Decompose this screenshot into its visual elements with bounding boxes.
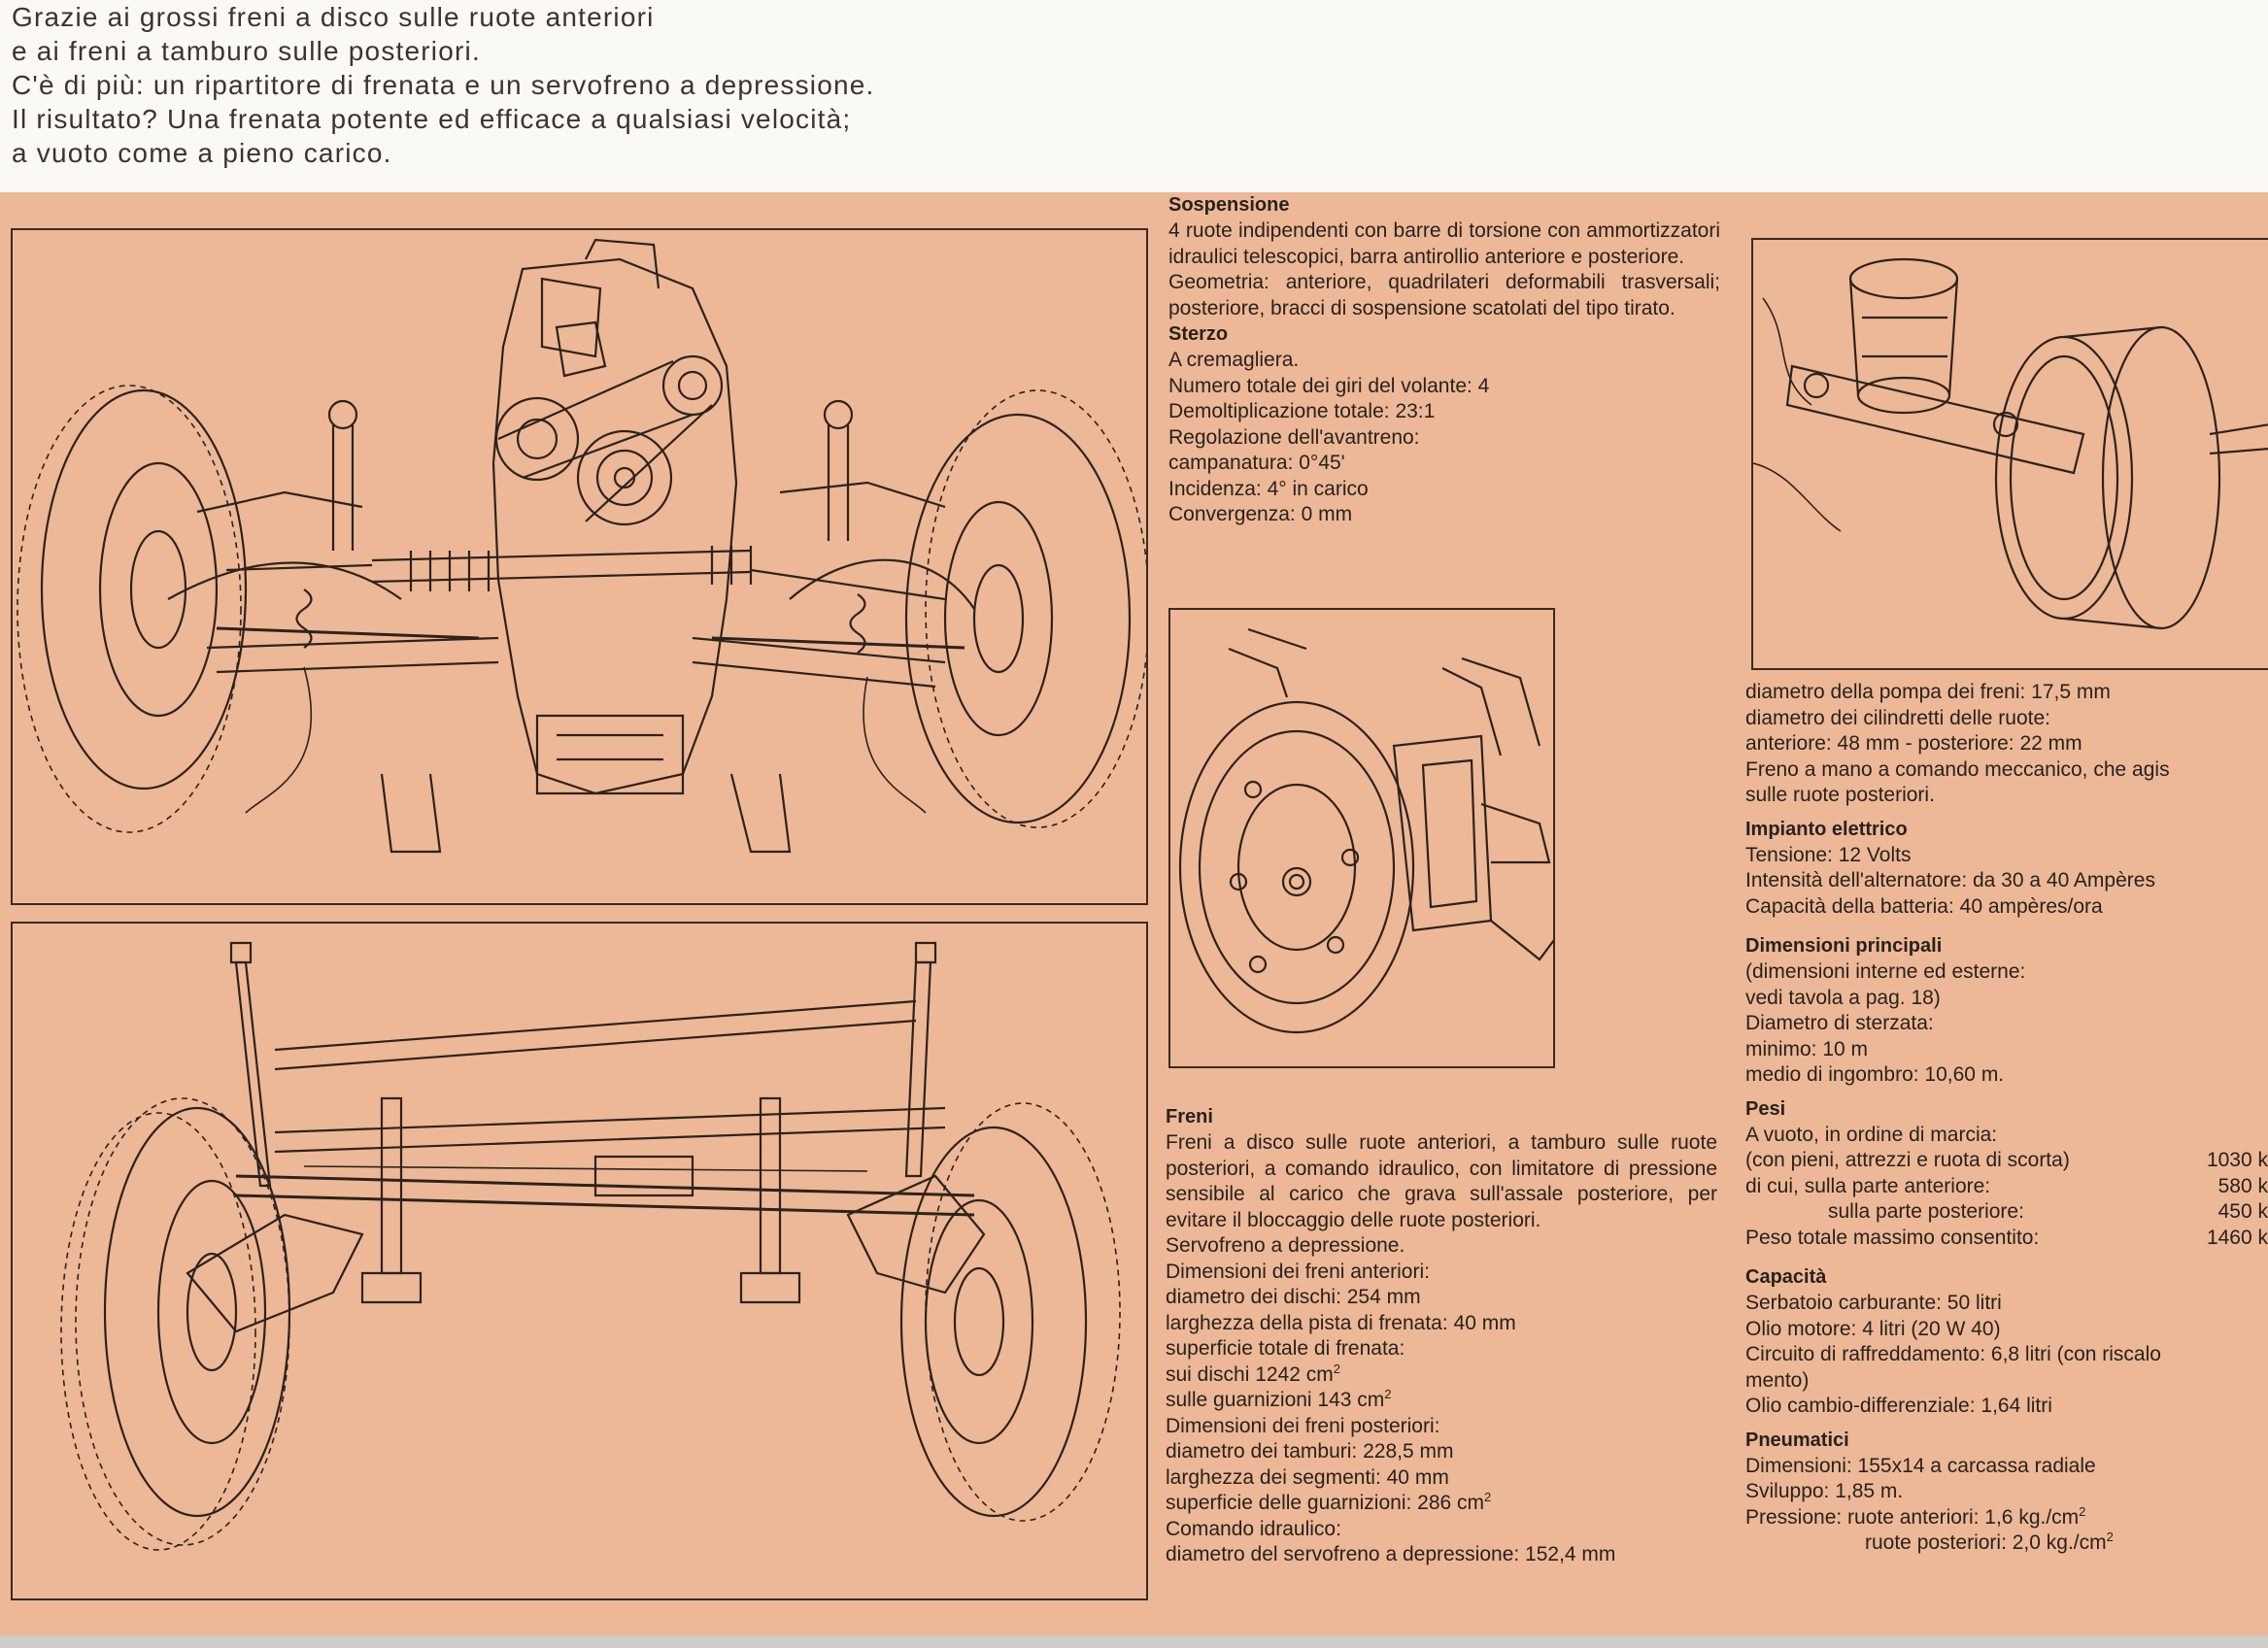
brake-cont-line: diametro dei cilindretti delle ruote:: [1745, 706, 2050, 729]
spec-column-brakes: [1166, 1104, 1717, 1568]
freni-line: diametro del servofreno a depressione: 152,4 mm: [1166, 1543, 1616, 1565]
front-axle-illustration: [11, 228, 1148, 905]
freni-line: Comando idraulico:: [1166, 1517, 1341, 1540]
dimensioni-line: medio di ingombro: 10,60 m.: [1745, 1063, 2005, 1086]
superscript: 2: [2079, 1503, 2086, 1519]
freni-line: [1166, 1388, 1717, 1414]
section-title-impianto: Impianto elettrico: [1745, 818, 1908, 840]
section-title-sterzo: Sterzo: [1168, 323, 1229, 345]
impianto-line: Intensità dell'alternatore: da 30 a 40 Ampères: [1745, 869, 2155, 891]
pesi-line: A vuoto, in ordine di marcia:: [1745, 1123, 1998, 1146]
pesi-row: [1745, 1199, 2268, 1226]
page-bottom-edge: [0, 1635, 2268, 1648]
spacer: [1745, 1089, 2268, 1096]
pesi-value: 450 k: [2217, 1200, 2268, 1223]
pesi-value: 1030 k: [2206, 1149, 2268, 1171]
brake-servo-illustration: [1751, 238, 2268, 670]
spacer: [1745, 920, 2268, 933]
impianto-line: Capacità della batteria: 40 ampères/ora: [1745, 894, 2103, 918]
sterzo-line: campanatura: 0°45': [1168, 452, 1345, 474]
dimensioni-line: (dimensioni interne ed esterne:: [1745, 960, 2026, 983]
dimensioni-line: vedi tavola a pag. 18): [1745, 986, 1941, 1009]
pesi-value: 580 k: [2217, 1174, 2268, 1197]
capacita-line: mento): [1745, 1368, 1810, 1392]
spacer: [1745, 1420, 2268, 1428]
handbrake-line: Freno a mano a comando meccanico, che agis: [1745, 757, 2170, 781]
freni-line: larghezza della pista di frenata: 40 mm: [1166, 1311, 1516, 1334]
capacita-line: Olio cambio-differenziale: 1,64 litri: [1745, 1395, 2052, 1417]
disc-brake-illustration: [1168, 608, 1555, 1068]
superscript: 2: [1484, 1490, 1492, 1504]
capacita-line: Olio motore: 4 litri (20 W 40): [1745, 1317, 2001, 1340]
superscript: 2: [1333, 1361, 1340, 1376]
intro-line: a vuoto come a pieno carico.: [12, 138, 392, 168]
freni-line-text: sulle guarnizioni 143 cm: [1166, 1389, 1385, 1411]
pesi-row: [1745, 1174, 2268, 1200]
spacer: [1745, 1251, 2268, 1264]
superscript: 2: [2106, 1530, 2114, 1544]
handbrake-line: sulle ruote posteriori.: [1745, 784, 1935, 806]
freni-line: diametro dei tamburi: 228,5 mm: [1166, 1440, 1454, 1463]
freni-line: superficie totale di frenata:: [1166, 1337, 1405, 1360]
pesi-row: [1745, 1226, 2268, 1252]
freni-line: larghezza dei segmenti: 40 mm: [1166, 1465, 1449, 1489]
section-title-freni: Freni: [1166, 1106, 1213, 1127]
pesi-label: Peso totale massimo consentito:: [1745, 1226, 2040, 1249]
freni-text: Freni a disco sulle ruote anteriori, a tamburo sulle ruote posteriori, a comando idraulico, con limitatore di pressione sensibile al carico che grava sull'assale posteriore, per evitare il bloccaggio delle ruote posteriori.: [1166, 1131, 1717, 1231]
rear-axle-illustration: [11, 922, 1148, 1600]
capacita-line: Serbatoio carburante: 50 litri: [1745, 1292, 2002, 1314]
pneumatici-line: Sviluppo: 1,85 m.: [1745, 1480, 1904, 1502]
pneumatici-line: Dimensioni: 155x14 a carcassa radiale: [1745, 1454, 2096, 1477]
intro-line: C'è di più: un ripartitore di frenata e un servofreno a depressione.: [12, 70, 875, 100]
freni-line: Servofreno a depressione.: [1166, 1234, 1405, 1257]
intro-line: Il risultato? Una frenata potente ed efficace a qualsiasi velocità;: [12, 104, 852, 134]
spacer: [1745, 809, 2268, 817]
sterzo-line: Regolazione dell'avantreno:: [1168, 425, 1420, 449]
pneumatici-line: [1745, 1505, 2268, 1531]
sospensione-geometria: Geometria: anteriore, quadrilateri deformabili trasversali; posteriore, bracci di sospensione scatolati del tipo tirato.: [1168, 271, 1720, 320]
impianto-line: Tensione: 12 Volts: [1745, 843, 1912, 866]
spec-column-right: [1745, 680, 2268, 1557]
pressure-text: Pressione: ruote anteriori: 1,6 kg./cm: [1745, 1505, 2080, 1529]
pesi-label: (con pieni, attrezzi e ruota di scorta): [1745, 1149, 2070, 1171]
capacita-line: Circuito di raffreddamento: 6,8 litri (con riscalo: [1745, 1343, 2161, 1365]
section-title-dimensioni: Dimensioni principali: [1745, 935, 1943, 957]
section-title-capacita: Capacità: [1745, 1266, 1827, 1288]
pesi-label: sulla parte posteriore:: [1828, 1200, 2024, 1223]
intro-line: e ai freni a tamburo sulle posteriori.: [12, 36, 481, 66]
freni-line-text: superficie delle guarnizioni: 286 cm: [1166, 1492, 1485, 1514]
section-title-pesi: Pesi: [1745, 1097, 1786, 1120]
brake-cont-line: diametro della pompa dei freni: 17,5 mm: [1745, 681, 2111, 703]
section-title-sospensione: Sospensione: [1168, 194, 1290, 216]
freni-line: [1166, 1491, 1717, 1517]
spec-column-suspension-steering: [1168, 192, 1720, 528]
brake-cont-line: anteriore: 48 mm - posteriore: 22 mm: [1745, 732, 2082, 755]
freni-line: Dimensioni dei freni posteriori:: [1166, 1414, 1440, 1437]
pressure-text: ruote posteriori: 2,0 kg./cm: [1865, 1531, 2107, 1554]
freni-line: Dimensioni dei freni anteriori:: [1166, 1260, 1430, 1283]
sospensione-text: 4 ruote indipendenti con barre di torsione con ammortizzatori idraulici telescopici, barra antirollio anteriore e posteriore.: [1168, 219, 1720, 268]
freni-line-text: sui dischi 1242 cm: [1166, 1362, 1334, 1386]
section-title-pneumatici: Pneumatici: [1745, 1429, 1849, 1451]
pesi-label: di cui, sulla parte anteriore:: [1745, 1174, 1991, 1197]
pesi-row: [1745, 1148, 2268, 1174]
superscript: 2: [1384, 1387, 1392, 1401]
sterzo-line: A cremagliera.: [1168, 349, 1300, 371]
pesi-value: 1460 k: [2206, 1226, 2268, 1249]
sterzo-line: Incidenza: 4° in carico: [1168, 477, 1369, 500]
dimensioni-line: minimo: 10 m: [1745, 1037, 1869, 1060]
pneumatici-line: [1745, 1530, 2268, 1557]
freni-line: [1166, 1362, 1717, 1389]
sterzo-line: Demoltiplicazione totale: 23:1: [1168, 400, 1436, 422]
intro-line: Grazie ai grossi freni a disco sulle ruote anteriori: [12, 2, 655, 32]
intro-text: [12, 0, 1274, 170]
freni-line: diametro dei dischi: 254 mm: [1166, 1286, 1421, 1308]
sterzo-line: Numero totale dei giri del volante: 4: [1168, 374, 1490, 397]
sterzo-line: Convergenza: 0 mm: [1168, 503, 1353, 525]
dimensioni-line: Diametro di sterzata:: [1745, 1012, 1934, 1034]
